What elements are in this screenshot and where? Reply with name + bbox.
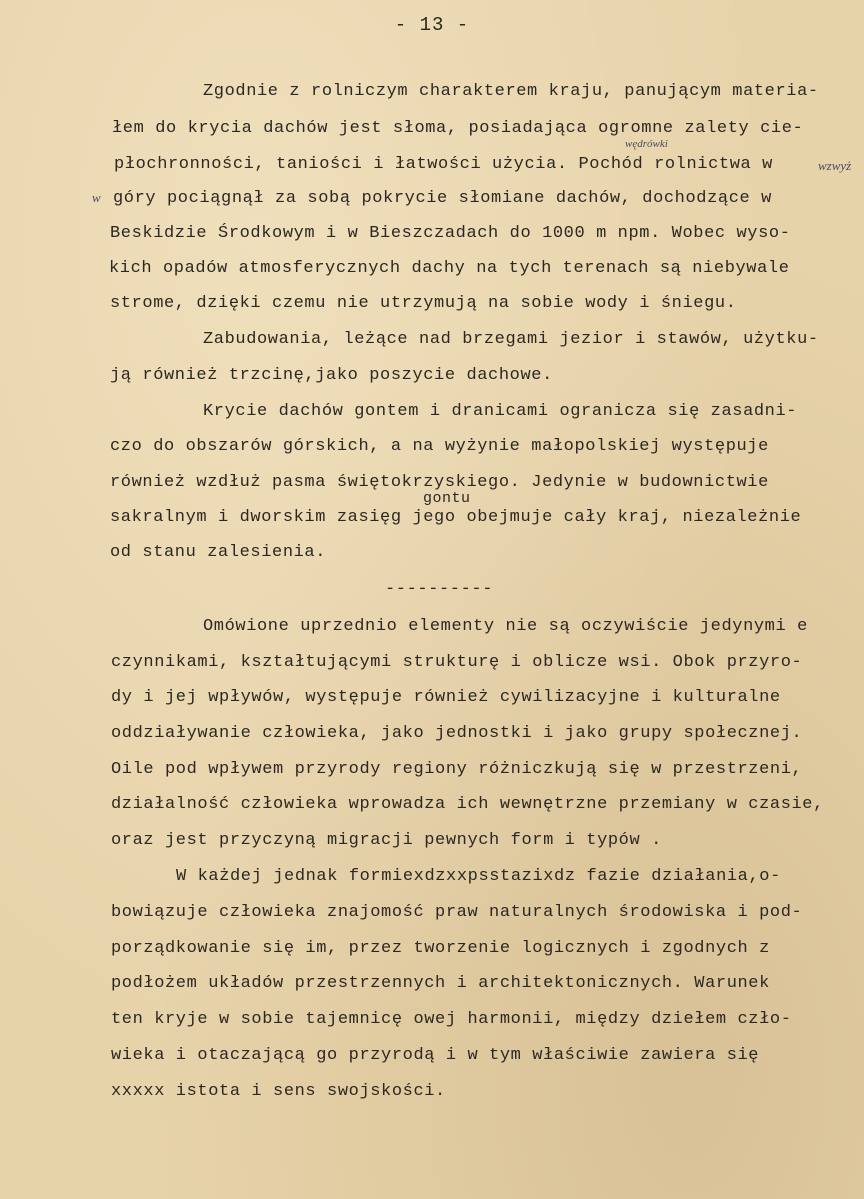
paragraph-4-line-5: Oile pod wpływem przyrody regiony różniczkują się w przestrzeni, — [111, 760, 803, 779]
page-number: - 13 - — [394, 14, 470, 36]
handwritten-note-right-margin: wzwyż — [818, 158, 852, 173]
paragraph-5-line-3: porządkowanie się im, przez tworzenie logicznych i zgodnych z — [111, 939, 770, 958]
paragraph-1-line-6: kich opadów atmosferycznych dachy na tych terenach są niebywale — [109, 259, 790, 278]
paragraph-4-line-1: Omówione uprzednio elementy nie są oczywiście jedynymi e — [203, 617, 808, 636]
paragraph-3-line-4: sakralnym i dworskim zasięg jego obejmuje cały kraj, niezależnie — [110, 508, 802, 527]
section-separator: ---------- — [385, 580, 494, 599]
paragraph-3-insertion: gontu — [423, 490, 471, 507]
paragraph-1-line-7: strome, dzięki czemu nie utrzymują na sobie wody i śniegu. — [110, 294, 737, 313]
handwritten-note-above-pochod: wędrówki — [625, 138, 668, 150]
paragraph-4-line-2: czynnikami, kształtującymi strukturę i oblicze wsi. Obok przyro- — [111, 653, 803, 672]
paragraph-1-line-2: łem do krycia dachów jest słoma, posiadająca ogromne zalety cie- — [112, 119, 804, 138]
paragraph-2-line-2: ją również trzcinę,jako poszycie dachowe. — [110, 366, 553, 385]
paragraph-4-line-6: działalność człowieka wprowadza ich wewnętrzne przemiany w czasie, — [111, 795, 824, 814]
paragraph-1-line-3: płochronności, taniości i łatwości użycia. Pochód rolnictwa w — [114, 155, 773, 174]
paragraph-3-line-5: od stanu zalesienia. — [110, 543, 327, 562]
paragraph-5-line-5: ten kryje w sobie tajemnicę owej harmonii, między dziełem czło- — [111, 1010, 792, 1029]
paragraph-5-line-2: bowiązuje człowieka znajomość praw naturalnych środowiska i pod- — [111, 903, 803, 922]
paragraph-5-line-4: podłożem układów przestrzennych i architektonicznych. Warunek — [111, 974, 770, 993]
paragraph-4-line-7: oraz jest przyczyną migracji pewnych form i typów . — [111, 831, 662, 850]
handwritten-note-left-margin: w — [92, 190, 101, 205]
paragraph-5-line-7: xxxxx istota i sens swojskości. — [111, 1082, 446, 1101]
paragraph-5-line-1: W każdej jednak formiexdzxxpsstazixdz fazie działania,o- — [176, 867, 781, 886]
paragraph-3-line-3: również wzdłuż pasma świętokrzyskiego. Jedynie w budownictwie — [110, 473, 769, 492]
paragraph-3-line-2: czo do obszarów górskich, a na wyżynie małopolskiej występuje — [110, 437, 769, 456]
paragraph-1-line-1: Zgodnie z rolniczym charakterem kraju, panującym materia- — [203, 82, 819, 101]
paragraph-5-line-6: wieka i otaczającą go przyrodą i w tym właściwie zawiera się — [111, 1046, 760, 1065]
paragraph-1-line-4: góry pociągnął za sobą pokrycie słomiane dachów, dochodzące w — [113, 189, 772, 208]
paragraph-2-line-1: Zabudowania, leżące nad brzegami jezior i stawów, użytku- — [203, 330, 819, 349]
paragraph-4-line-4: oddziaływanie człowieka, jako jednostki i jako grupy społecznej. — [111, 724, 803, 743]
paragraph-4-line-3: dy i jej wpływów, występuje również cywilizacyjne i kulturalne — [111, 688, 781, 707]
paragraph-1-line-5: Beskidzie Środkowym i w Bieszczadach do 1000 m npm. Wobec wyso- — [110, 224, 791, 243]
paragraph-3-line-1: Krycie dachów gontem i dranicami ogranicza się zasadni- — [203, 402, 798, 421]
